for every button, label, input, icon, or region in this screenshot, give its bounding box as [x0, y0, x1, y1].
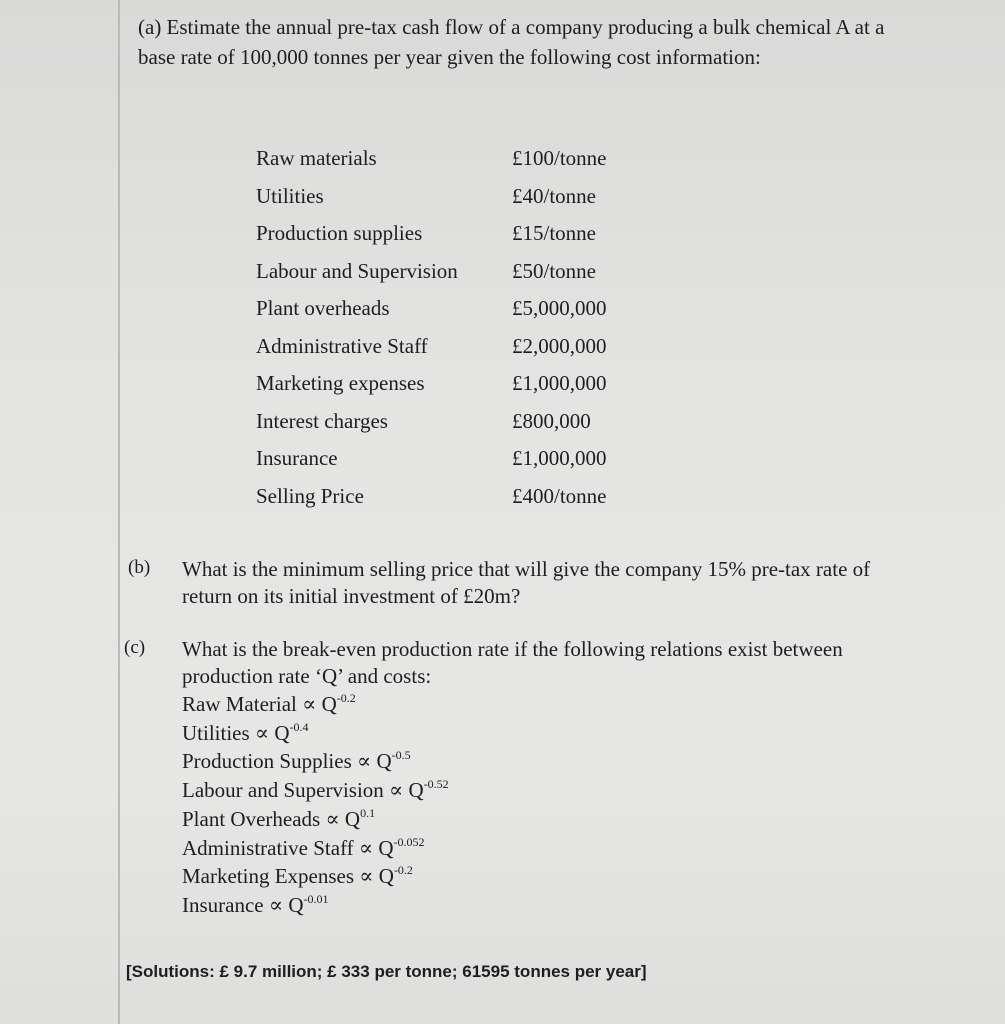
cost-value: £15/tonne [512, 221, 596, 246]
table-row [256, 403, 642, 441]
cost-value: £800,000 [512, 408, 591, 433]
cost-label: Insurance [256, 446, 338, 471]
question-a-text: (a) Estimate the annual pre-tax cash flow of a company producing a bulk chemical A at a base rate of 100,000 tonnes per year given the following cost information: [138, 15, 885, 69]
cost-value: £40/tonne [512, 183, 596, 208]
relation-exponent: -0.2 [393, 863, 413, 878]
relation-name: Insurance [182, 892, 264, 917]
proportional-symbol: ∝ Q [359, 864, 394, 889]
relation-exponent: -0.52 [423, 777, 449, 792]
table-row [256, 365, 642, 403]
cost-label: Selling Price [256, 483, 364, 508]
cost-label: Production supplies [256, 221, 423, 246]
table-row [256, 215, 642, 253]
proportional-symbol: ∝ Q [358, 835, 394, 860]
cost-value: £400/tonne [512, 483, 607, 508]
list-item [182, 834, 449, 863]
page-margin-line [118, 0, 120, 1024]
question-c-text: What is the break-even production rate if the following relations exist between production rate ‘Q’ and costs: [182, 637, 843, 688]
table-row [256, 253, 642, 291]
question-b-label: (b) [128, 557, 151, 578]
cost-value: £5,000,000 [512, 296, 607, 321]
cost-value: £100/tonne [512, 146, 607, 171]
relation-name: Administrative Staff [182, 835, 354, 860]
relation-exponent: 0.1 [360, 805, 376, 820]
question-c-label: (c) [124, 637, 146, 658]
relation-exponent: -0.01 [303, 891, 329, 906]
relation-name: Utilities [182, 720, 250, 745]
relation-name: Labour and Supervision [182, 778, 384, 803]
cost-relations-list [182, 690, 449, 920]
table-row [256, 328, 642, 366]
proportional-symbol: ∝ Q [254, 720, 290, 745]
cost-value: £50/tonne [512, 258, 596, 283]
relation-name: Plant Overheads [182, 806, 321, 831]
proportional-symbol: ∝ Q [268, 892, 304, 917]
list-item [182, 719, 449, 748]
relation-exponent: -0.5 [391, 748, 411, 763]
cost-label: Plant overheads [256, 296, 390, 321]
proportional-symbol: ∝ Q [325, 806, 361, 831]
list-item [182, 891, 449, 920]
list-item [182, 690, 449, 719]
table-row [256, 290, 642, 328]
table-row [256, 140, 642, 178]
proportional-symbol: ∝ Q [389, 778, 424, 803]
cost-label: Administrative Staff [256, 333, 428, 358]
proportional-symbol: ∝ Q [357, 749, 392, 774]
list-item [182, 747, 449, 776]
relation-name: Production Supplies [182, 749, 352, 774]
cost-value: £1,000,000 [512, 446, 607, 471]
list-item [182, 776, 449, 805]
table-row [256, 440, 642, 478]
cost-label: Marketing expenses [256, 371, 425, 396]
relation-exponent: -0.052 [393, 834, 425, 849]
cost-information-table [256, 140, 642, 515]
relation-name: Raw Material [182, 692, 297, 716]
cost-label: Interest charges [256, 408, 388, 433]
question-b-text: What is the minimum selling price that will give the company 15% pre-tax rate of return on its initial investment of £20m? [182, 557, 871, 608]
relation-exponent: -0.2 [336, 691, 356, 705]
solutions-text: [Solutions: £ 9.7 million; £ 333 per tonne; 61595 tonnes per year] [126, 962, 647, 981]
relation-name: Marketing Expenses [182, 864, 355, 889]
table-row [256, 178, 642, 216]
cost-label: Utilities [256, 183, 324, 208]
list-item [182, 862, 449, 891]
cost-value: £1,000,000 [512, 371, 607, 396]
proportional-symbol: ∝ Q [302, 692, 337, 716]
cost-label: Labour and Supervision [256, 258, 458, 283]
cost-label: Raw materials [256, 146, 377, 171]
relation-exponent: -0.4 [289, 719, 309, 734]
table-row [256, 478, 642, 516]
cost-value: £2,000,000 [512, 333, 607, 358]
list-item [182, 805, 449, 834]
